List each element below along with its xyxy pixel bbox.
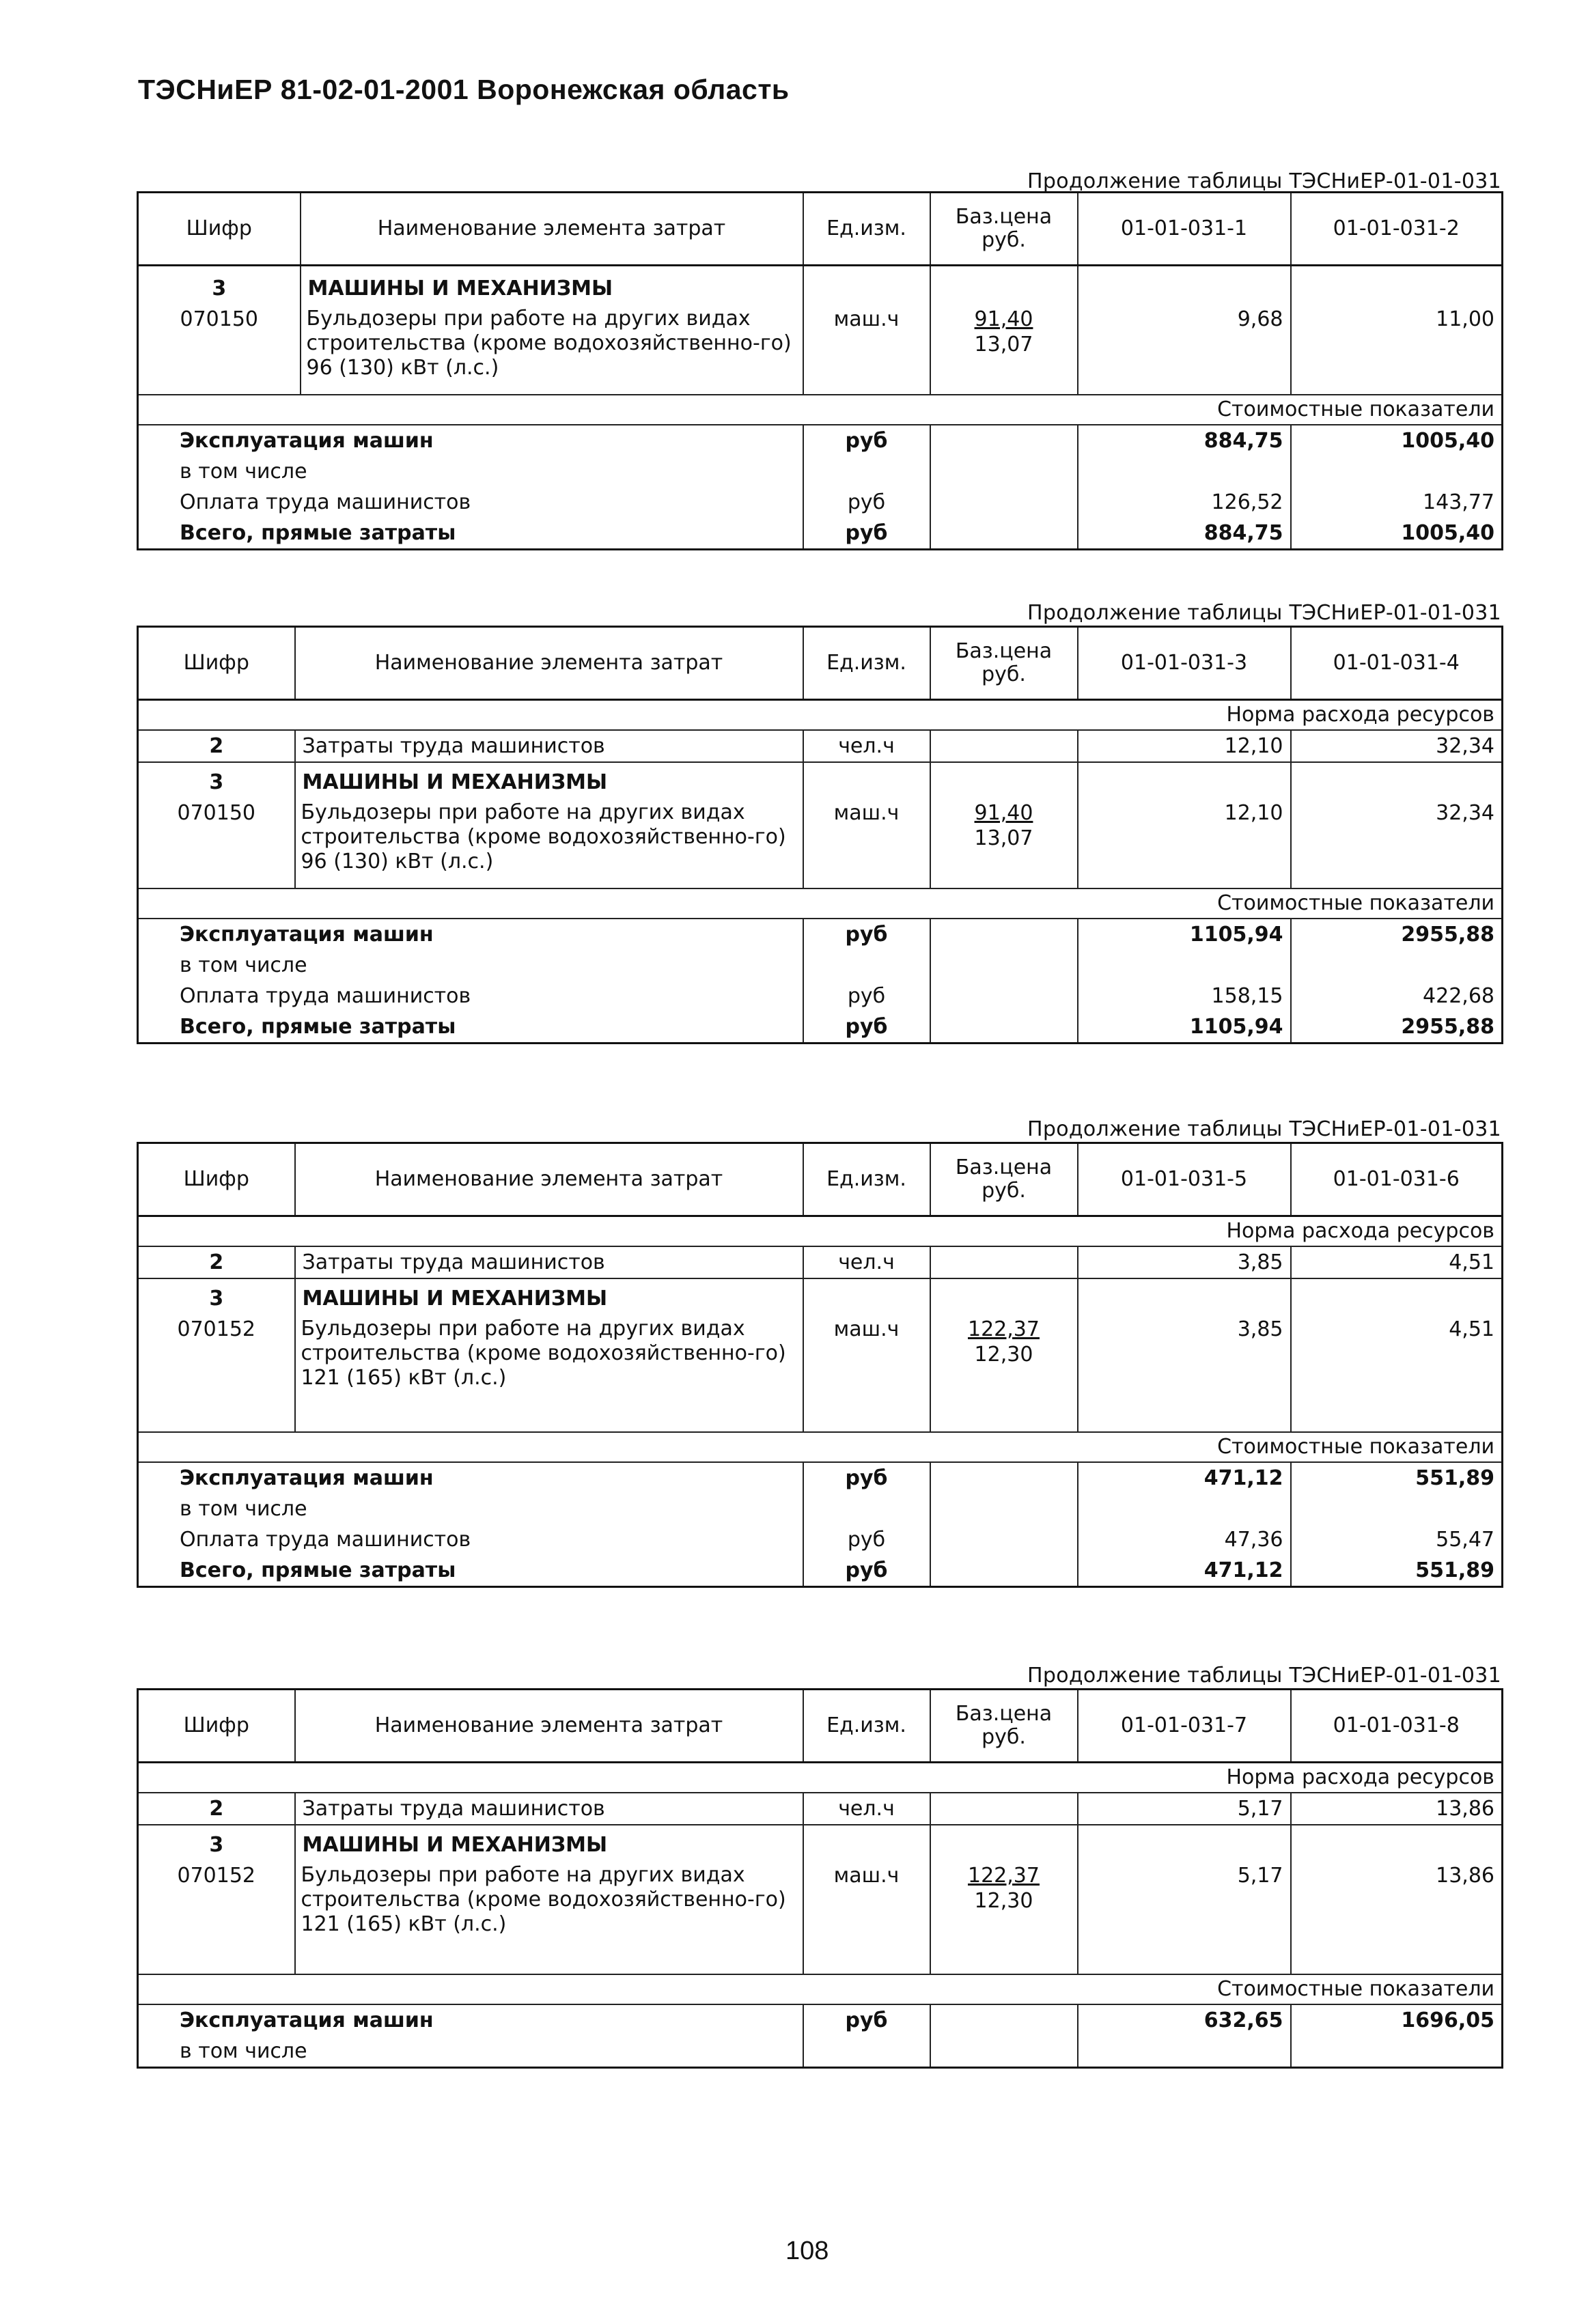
labor-row — [138, 730, 1503, 762]
col-header-name: Наименование элемента затрат — [295, 627, 803, 700]
cost-unit: руб — [803, 1011, 930, 1044]
cost-label: Эксплуатация машин — [180, 2008, 434, 2032]
section-row — [138, 762, 1503, 798]
cost-row-including — [138, 2036, 1503, 2068]
col-header-a: 01-01-031-5 — [1078, 1143, 1291, 1216]
header-row — [138, 193, 1503, 266]
machine-code: 070150 — [177, 801, 256, 825]
cost-row-exploitation — [138, 1462, 1503, 1494]
col-header-a: 01-01-031-3 — [1078, 627, 1291, 700]
including-label: в том числе — [180, 460, 307, 484]
cost-unit: руб — [803, 1524, 930, 1555]
resource-table — [137, 1142, 1503, 1588]
table-caption: Продолжение таблицы ТЭСНиЕР-01-01-031 — [1027, 1117, 1501, 1141]
cost-value-a: 471,12 — [1078, 1462, 1291, 1494]
cost-value-a: 158,15 — [1078, 981, 1291, 1011]
cost-unit: руб — [803, 1462, 930, 1494]
labor-value-b: 32,34 — [1291, 730, 1503, 762]
col-header-name: Наименование элемента затрат — [295, 1690, 803, 1763]
col-header-unit: Ед.изм. — [803, 627, 930, 700]
cost-value-b: 551,89 — [1291, 1462, 1503, 1494]
page-number: 108 — [785, 2237, 829, 2265]
cost-row-driver-pay — [138, 1524, 1503, 1555]
labor-unit: чел.ч — [803, 1246, 930, 1278]
col-header-base-price: Баз.цена руб. — [930, 627, 1078, 700]
col-header-unit: Ед.изм. — [803, 1143, 930, 1216]
cost-value-b: 143,77 — [1291, 487, 1503, 518]
cost-unit: руб — [803, 425, 930, 456]
machine-code: 070152 — [177, 1317, 256, 1341]
section-title: МАШИНЫ И МЕХАНИЗМЫ — [295, 1825, 803, 1860]
machine-row — [138, 304, 1503, 395]
machine-unit: маш.ч — [803, 304, 930, 395]
labor-code: 2 — [209, 1250, 224, 1274]
section-row — [138, 1278, 1503, 1314]
col-header-a: 01-01-031-1 — [1078, 193, 1291, 266]
resource-table — [137, 1688, 1503, 2069]
including-label: в том числе — [180, 1497, 307, 1521]
cost-value-a: 126,52 — [1078, 487, 1291, 518]
section-title: МАШИНЫ И МЕХАНИЗМЫ — [295, 1278, 803, 1314]
labor-name: Затраты труда машинистов — [295, 1793, 803, 1825]
cost-header: Стоимостные показатели — [138, 1432, 1503, 1462]
cost-value-a: 47,36 — [1078, 1524, 1291, 1555]
section-code: 3 — [138, 762, 295, 798]
cost-value-b: 2955,88 — [1291, 919, 1503, 950]
cost-value-b: 2955,88 — [1291, 1011, 1503, 1044]
machine-unit: маш.ч — [803, 1860, 930, 1974]
norm-header: Норма расхода ресурсов — [138, 1763, 1503, 1793]
col-header-b: 01-01-031-6 — [1291, 1143, 1503, 1216]
col-header-unit: Ед.изм. — [803, 193, 930, 266]
col-header-b: 01-01-031-2 — [1291, 193, 1503, 266]
labor-value-b: 13,86 — [1291, 1793, 1503, 1825]
machine-value-b: 32,34 — [1291, 798, 1503, 888]
machine-name: Бульдозеры при работе на других видах строительства (кроме водохозяйственно-го) 96 (130) кВт (л.с.) — [295, 798, 803, 888]
col-header-code: Шифр — [138, 1143, 295, 1216]
col-header-b: 01-01-031-4 — [1291, 627, 1503, 700]
labor-row — [138, 1246, 1503, 1278]
header-row — [138, 1690, 1503, 1763]
machine-name: Бульдозеры при работе на других видах строительства (кроме водохозяйственно-го) 121 (165) кВт (л.с.) — [295, 1314, 803, 1432]
machine-code: 070152 — [177, 1864, 256, 1888]
labor-name: Затраты труда машинистов — [295, 1246, 803, 1278]
machine-name: Бульдозеры при работе на других видах строительства (кроме водохозяйственно-го) 96 (130) кВт (л.с.) — [301, 304, 803, 395]
cost-label: Оплата труда машинистов — [180, 490, 471, 514]
labor-name: Затраты труда машинистов — [295, 730, 803, 762]
col-header-name: Наименование элемента затрат — [295, 1143, 803, 1216]
cost-header: Стоимостные показатели — [138, 395, 1503, 425]
machine-price: 122,37 12,30 — [930, 1314, 1078, 1432]
cost-label: Оплата труда машинистов — [180, 984, 471, 1008]
cost-header: Стоимостные показатели — [138, 1974, 1503, 2004]
cost-row-total — [138, 518, 1503, 550]
labor-value-a: 3,85 — [1078, 1246, 1291, 1278]
cost-label: Эксплуатация машин — [180, 923, 434, 947]
norm-header: Норма расхода ресурсов — [138, 700, 1503, 731]
labor-code: 2 — [209, 1797, 224, 1821]
cost-unit: руб — [803, 1555, 930, 1587]
section-code: 3 — [138, 1825, 295, 1860]
machine-value-a: 12,10 — [1078, 798, 1291, 888]
cost-unit: руб — [803, 487, 930, 518]
header-row — [138, 627, 1503, 700]
cost-header-row — [138, 1432, 1503, 1462]
labor-unit: чел.ч — [803, 730, 930, 762]
labor-value-a: 5,17 — [1078, 1793, 1291, 1825]
section-row — [138, 266, 1503, 305]
machine-value-b: 4,51 — [1291, 1314, 1503, 1432]
cost-value-b: 551,89 — [1291, 1555, 1503, 1587]
col-header-code: Шифр — [138, 193, 301, 266]
cost-row-including — [138, 456, 1503, 487]
machine-row — [138, 798, 1503, 888]
cost-value-b: 1696,05 — [1291, 2004, 1503, 2036]
machine-value-a: 5,17 — [1078, 1860, 1291, 1974]
machine-price: 91,40 13,07 — [930, 798, 1078, 888]
table-caption: Продолжение таблицы ТЭСНиЕР-01-01-031 — [1027, 1664, 1501, 1688]
col-header-code: Шифр — [138, 627, 295, 700]
including-label: в том числе — [180, 953, 307, 977]
cost-label: Оплата труда машинистов — [180, 1528, 471, 1552]
col-header-name: Наименование элемента затрат — [301, 193, 803, 266]
machine-value-b: 13,86 — [1291, 1860, 1503, 1974]
cost-value-a: 1105,94 — [1078, 919, 1291, 950]
including-label: в том числе — [180, 2039, 307, 2063]
cost-value-b: 1005,40 — [1291, 425, 1503, 456]
cost-unit: руб — [803, 518, 930, 550]
cost-value-a: 632,65 — [1078, 2004, 1291, 2036]
machine-row — [138, 1860, 1503, 1974]
cost-label: Эксплуатация машин — [180, 429, 434, 453]
cost-label: Всего, прямые затраты — [180, 521, 456, 545]
cost-row-driver-pay — [138, 487, 1503, 518]
col-header-code: Шифр — [138, 1690, 295, 1763]
col-header-base-price: Баз.цена руб. — [930, 1690, 1078, 1763]
resource-table — [137, 626, 1503, 1044]
table-caption: Продолжение таблицы ТЭСНиЕР-01-01-031 — [1027, 601, 1501, 625]
machine-value-a: 3,85 — [1078, 1314, 1291, 1432]
cost-value-b: 55,47 — [1291, 1524, 1503, 1555]
labor-code: 2 — [209, 734, 224, 758]
cost-row-exploitation — [138, 919, 1503, 950]
labor-value-b: 4,51 — [1291, 1246, 1503, 1278]
cost-header: Стоимостные показатели — [138, 888, 1503, 919]
col-header-base-price: Баз.цена руб. — [930, 1143, 1078, 1216]
machine-name: Бульдозеры при работе на других видах строительства (кроме водохозяйственно-го) 121 (165) кВт (л.с.) — [295, 1860, 803, 1974]
document-header: ТЭСНиЕР 81-02-01-2001 Воронежская область — [138, 74, 790, 105]
labor-value-a: 12,10 — [1078, 730, 1291, 762]
header-row — [138, 1143, 1503, 1216]
cost-label: Всего, прямые затраты — [180, 1558, 456, 1582]
labor-row — [138, 1793, 1503, 1825]
cost-row-exploitation — [138, 425, 1503, 456]
cost-unit: руб — [803, 919, 930, 950]
labor-unit: чел.ч — [803, 1793, 930, 1825]
col-header-base-price: Баз.цена руб. — [930, 193, 1078, 266]
cost-value-b: 422,68 — [1291, 981, 1503, 1011]
table-caption: Продолжение таблицы ТЭСНиЕР-01-01-031 — [1027, 169, 1501, 193]
cost-value-b: 1005,40 — [1291, 518, 1503, 550]
cost-label: Эксплуатация машин — [180, 1466, 434, 1490]
cost-row-exploitation — [138, 2004, 1503, 2036]
section-title: МАШИНЫ И МЕХАНИЗМЫ — [295, 762, 803, 798]
norm-header-row — [138, 1763, 1503, 1793]
section-code: 3 — [138, 1278, 295, 1314]
machine-unit: маш.ч — [803, 798, 930, 888]
machine-value-a: 9,68 — [1078, 304, 1291, 395]
cost-row-including — [138, 1494, 1503, 1524]
cost-header-row — [138, 888, 1503, 919]
cost-row-including — [138, 950, 1503, 981]
cost-row-total — [138, 1555, 1503, 1587]
col-header-b: 01-01-031-8 — [1291, 1690, 1503, 1763]
machine-value-b: 11,00 — [1291, 304, 1503, 395]
machine-row — [138, 1314, 1503, 1432]
cost-row-total — [138, 1011, 1503, 1044]
machine-unit: маш.ч — [803, 1314, 930, 1432]
resource-table — [137, 191, 1503, 550]
cost-unit: руб — [803, 981, 930, 1011]
section-row — [138, 1825, 1503, 1860]
cost-header-row — [138, 1974, 1503, 2004]
cost-value-a: 1105,94 — [1078, 1011, 1291, 1044]
norm-header-row — [138, 1216, 1503, 1247]
section-code: 3 — [212, 277, 227, 300]
machine-code: 070150 — [180, 307, 259, 331]
cost-value-a: 471,12 — [1078, 1555, 1291, 1587]
cost-value-a: 884,75 — [1078, 425, 1291, 456]
cost-label: Всего, прямые затраты — [180, 1015, 456, 1039]
col-header-unit: Ед.изм. — [803, 1690, 930, 1763]
cost-value-a: 884,75 — [1078, 518, 1291, 550]
norm-header: Норма расхода ресурсов — [138, 1216, 1503, 1247]
cost-row-driver-pay — [138, 981, 1503, 1011]
section-title: МАШИНЫ И МЕХАНИЗМЫ — [301, 266, 803, 305]
cost-header-row — [138, 395, 1503, 425]
machine-price: 122,37 12,30 — [930, 1860, 1078, 1974]
machine-price: 91,40 13,07 — [930, 304, 1078, 395]
cost-unit: руб — [803, 2004, 930, 2036]
col-header-a: 01-01-031-7 — [1078, 1690, 1291, 1763]
norm-header-row — [138, 700, 1503, 731]
